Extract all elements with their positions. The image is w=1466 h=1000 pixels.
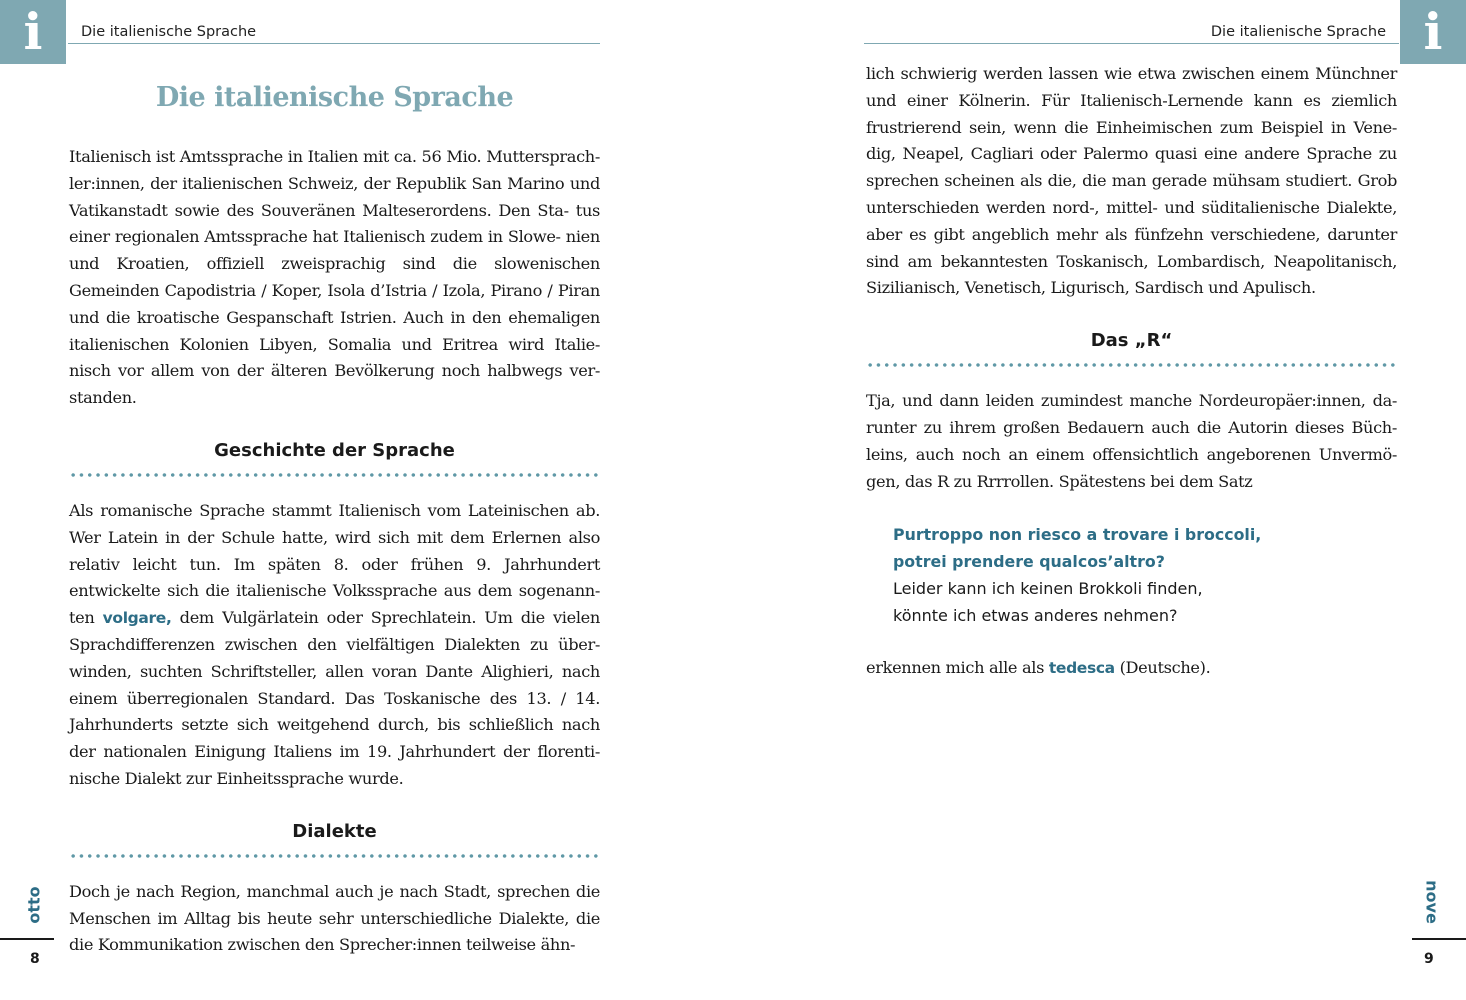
continued-line: lich schwierig werden lassen wie etwa zwischen einem Münchner (866, 64, 1397, 83)
history-line: ab. Wer Latein in der Schule hatte, wird sich mit dem Erlernen (69, 500, 601, 547)
history-line: einem überregionalen Standard. Das Toskanische des 13. / 14. (69, 688, 600, 708)
right-text-column (866, 61, 1397, 682)
continued-line: sind am bekanntesten Toskanisch, Lombardisch, Neapolitanisch, (866, 251, 1397, 271)
history-line-prefix: ten (69, 608, 103, 628)
intro-line: italienischen Kolonien Libyen, Somalia und Eritrea wird Italie- (69, 334, 600, 354)
continued-line: Sizilianisch, Venetisch, Ligurisch, Sardisch und Apulisch. (866, 278, 1316, 298)
continued-paragraph (866, 61, 1397, 302)
r-line: runter zu ihrem großen Bedauern auch die Autorin dieses Büch- (866, 417, 1397, 437)
history-line: nische Dialekt zur Einheitssprache wurde. (69, 768, 404, 788)
dialects-line: die Kommunikation zwischen den Sprecher:innen teilweise ähn- (69, 935, 576, 955)
dialects-line: Menschen im Alltag bis heute sehr unterschiedliche Dialekte, die (69, 908, 600, 928)
r-line: gen, das R zu Rrrrollen. Spätestens bei dem Satz (866, 471, 1253, 491)
r-line: leins, auch noch an einem offensichtlich angeborenen Unvermö- (866, 444, 1397, 464)
history-line: Jahrhunderts setzte sich weitgehend durch, bis schließlich nach (69, 715, 600, 735)
running-head-left: Die italienische Sprache (68, 22, 600, 44)
intro-paragraph (69, 144, 600, 412)
dialects-paragraph (69, 879, 600, 959)
intro-line: Gemeinden Capodistria / Koper, Isola d’Istria / Izola, Pirano / Piran (69, 280, 600, 300)
keyword-volgare: volgare, (102, 609, 172, 628)
running-head-right: Die italienische Sprache (864, 22, 1399, 44)
r-paragraph (866, 388, 1397, 495)
continued-line: dig, Neapel, Cagliari oder Palermo quasi eine andere Sprache zu (866, 144, 1397, 164)
closing-paragraph (866, 655, 1397, 682)
history-line: also relativ leicht tun. Im späten 8. oder frühen 9. Jahrhundert (69, 527, 601, 574)
closing-suffix: (Deutsche). (1114, 658, 1211, 678)
folio-rule (1412, 938, 1466, 940)
section-heading-history: Geschichte der Sprache (214, 439, 455, 461)
continued-line: unterschieden werden nord-, mittel- und süditalienische Dialekte, (866, 197, 1397, 217)
section-heading-dialects: Dialekte (292, 820, 377, 842)
intro-line: Italienisch ist Amtssprache in Italien mit ca. 56 Mio. Muttersprach- (69, 147, 600, 166)
page-title: Die italienische Sprache (155, 82, 514, 113)
page-number-left: 8 (30, 951, 40, 967)
continued-line: sprechen scheinen als die, die man gerade mühsam studiert. Grob (866, 171, 1397, 191)
dotted-divider (69, 472, 600, 478)
example-german-line: könnte ich etwas anderes nehmen? (893, 606, 1178, 626)
folio-rule (0, 938, 54, 940)
section-heading-r: Das „R“ (1090, 330, 1173, 352)
left-text-column (69, 76, 600, 959)
example-block (893, 521, 1397, 629)
folio-word-otto: otto (24, 886, 44, 924)
history-line: Sprachdifferenzen zwischen den vielfältigen Dialekten zu über- (69, 634, 600, 654)
example-german-line: Leider kann ich keinen Brokkoli finden, (893, 579, 1203, 599)
example-italian-line: Purtroppo non riesco a trovare i broccoli, (893, 525, 1262, 545)
r-line: Tja, und dann leiden zumindest manche Nordeuropäer:innen, da- (866, 391, 1397, 411)
page-number-right: 9 (1424, 951, 1434, 967)
history-paragraph (69, 498, 600, 793)
history-line: winden, suchten Schriftsteller, allen voran Dante Alighieri, nach (69, 661, 600, 681)
continued-line: und einer Kölnerin. Für Italienisch-Lernende kann es ziemlich (866, 90, 1397, 110)
closing-prefix: erkennen mich alle als (866, 658, 1049, 678)
intro-line: nisch vor allem von der älteren Bevölkerung noch halbwegs ver- (69, 361, 600, 381)
keyword-tedesca: tedesca (1048, 659, 1115, 678)
intro-line: standen. (69, 388, 137, 408)
dialects-line: Doch je nach Region, manchmal auch je nach Stadt, sprechen die (69, 881, 600, 901)
history-line: entwickelte sich die italienische Volkssprache aus dem sogenann- (69, 581, 600, 601)
intro-line: nien und Kroatien, offiziell zweisprachig sind die slowenischen (69, 227, 600, 274)
right-page (733, 0, 1466, 1000)
info-i-icon: i (0, 0, 66, 64)
continued-line: aber es gibt angeblich mehr als fünfzehn verschiedene, darunter (866, 224, 1397, 244)
dotted-divider (69, 853, 600, 859)
history-line: der nationalen Einigung Italiens im 19. Jahrhundert der florenti- (69, 742, 600, 762)
history-line-suffix: dem Vulgärlatein oder Sprechlatein. Um die vielen (171, 608, 600, 628)
example-italian-line: potrei prendere qualcos’altro? (893, 552, 1165, 572)
continued-line: frustrierend sein, wenn die Einheimischen zum Beispiel in Vene- (866, 117, 1397, 137)
intro-line: tus einer regionalen Amtssprache hat Italienisch zudem in Slowe- (69, 200, 600, 247)
intro-line: und die kroatische Gespanschaft Istrien. Auch in den ehemaligen (69, 307, 600, 327)
history-line: Als romanische Sprache stammt Italienisch vom Lateinischen (69, 500, 569, 520)
intro-line: und Vatikanstadt sowie des Souveränen Malteserordens. Den Sta- (69, 173, 601, 220)
intro-line: ler:innen, der italienischen Schweiz, der Republik San Marino (69, 173, 565, 193)
dotted-divider (866, 362, 1397, 368)
folio-word-nove: nove (1422, 880, 1442, 924)
info-i-icon: i (1400, 0, 1466, 64)
